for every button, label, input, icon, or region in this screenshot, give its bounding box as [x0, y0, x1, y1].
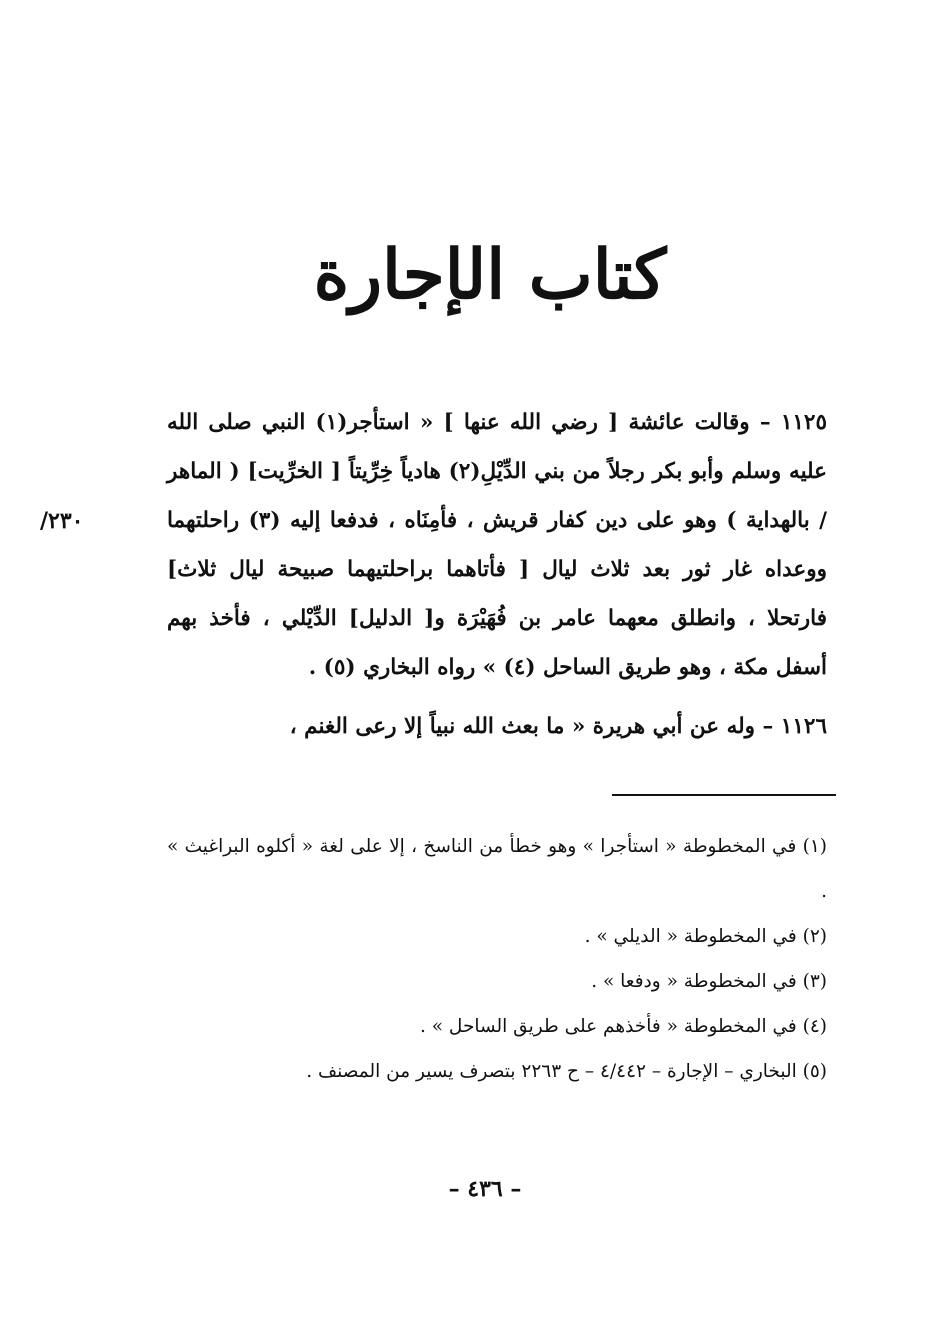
hadith-1125: ١١٢٥ – وقالت عائشة [ رضي الله عنها ] « استأجر(١) النبي صلى الله عليه وسلم وأبو بكر رجلاً من بني الدِّيْلِ(٢) هادياً خِرِّيتاً [ الخرِّيت] ( الماهر / بالهداية ) وهو على دين كفار قريش ، فأمِنَاه ، فدفعا إليه (٣) راحلتهما ووعداه غار ثور بعد ثلاث ليال [ فأتاهما براحلتيهما صبيحة ليال ثلاث] فارتحلا ، وانطلق معهما عامر بن فُهَيْرَة و[ الدليل] الدِّيْلي ، فأخذ بهم أسفل مكة ، وهو طريق الساحل (٤) » رواه البخاري (٥) . [167, 410, 828, 680]
chapter-title: كتاب الإجارة [313, 235, 667, 315]
margin-reference: /٢٣٠ [40, 508, 84, 534]
footnote-2: (٢) في المخطوطة « الديلي » . [584, 926, 827, 947]
hadith-1126: ١١٢٦ – وله عن أبي هريرة « ما بعث الله نبياً إلا رعى الغنم ، [289, 714, 827, 739]
footnote-1: (١) في المخطوطة « استأجرا » وهو خطأ من الناسخ ، إلا على لغة « أكلوه البراغيث » . [167, 836, 827, 902]
main-text [167, 398, 827, 751]
footnotes [167, 824, 827, 1094]
footnote-divider [612, 794, 836, 796]
footnote-4: (٤) في المخطوطة « فأخذهم على طريق الساحل » . [419, 1016, 827, 1037]
footnote-5: (٥) البخاري – الإجارة – ٤/٤٤٢ – ح ٢٢٦٣ بتصرف يسير من المصنف . [306, 1061, 827, 1082]
page-number: – ٤٣٦ – [448, 1176, 522, 1202]
footnote-3: (٣) في المخطوطة « ودفعا » . [591, 971, 827, 992]
